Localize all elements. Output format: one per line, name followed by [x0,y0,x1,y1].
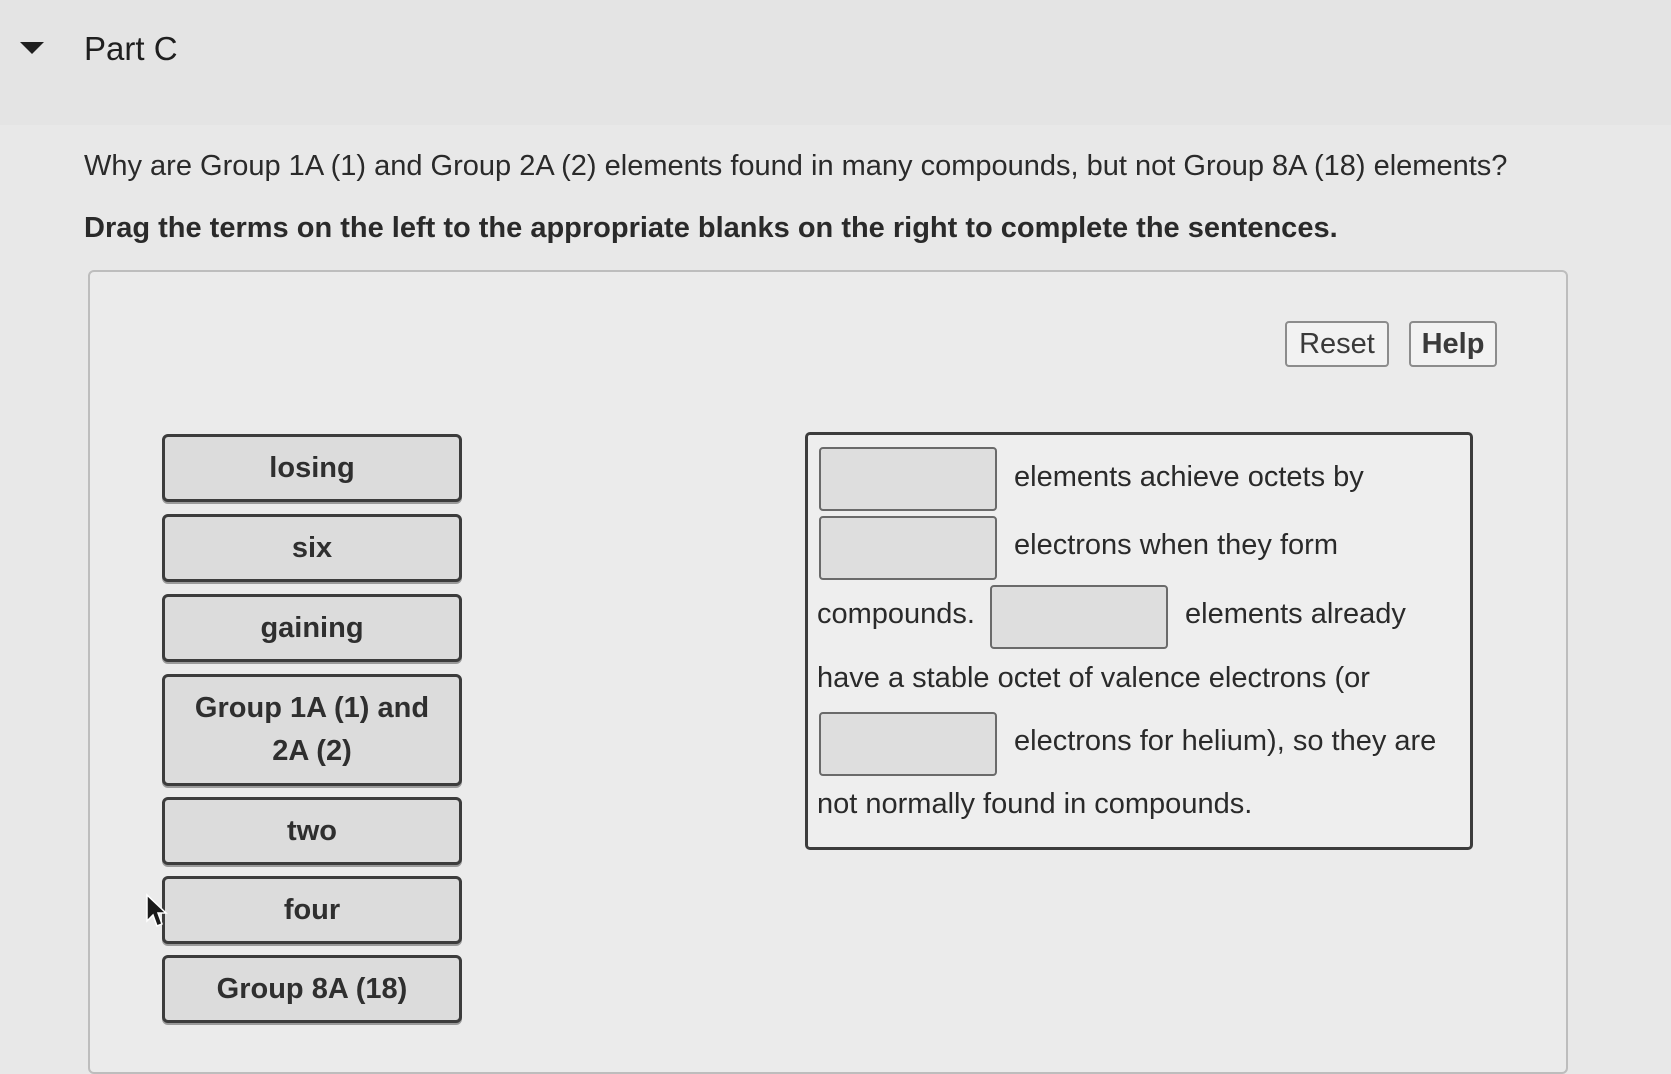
blank-1[interactable] [819,447,997,511]
term-two[interactable]: two [162,797,462,865]
term-group-8a[interactable]: Group 8A (18) [162,955,462,1023]
sentence-segment-4: elements already [1185,598,1406,630]
term-four[interactable]: four [162,876,462,944]
help-button[interactable]: Help [1409,321,1497,367]
term-gaining[interactable]: gaining [162,594,462,662]
mouse-pointer-icon [145,893,169,934]
sentence-segment-6: electrons for helium), so they are [1014,725,1437,757]
sentence-segment-2: electrons when they form [1014,529,1338,561]
part-header [0,0,1671,125]
blank-4[interactable] [819,712,997,776]
sentence-segment-1: elements achieve octets by [1014,461,1364,493]
question-text: Why are Group 1A (1) and Group 2A (2) elements found in many compounds, but not Group 8A (18) elements? [84,150,1508,182]
blank-3[interactable] [990,585,1168,649]
instruction-text: Drag the terms on the left to the appropriate blanks on the right to complete the sentences. [84,212,1338,244]
blank-2[interactable] [819,516,997,580]
sentence-segment-5: have a stable octet of valence electrons (or [817,662,1370,694]
part-title: Part C [84,30,178,67]
reset-button[interactable]: Reset [1285,321,1389,367]
term-losing[interactable]: losing [162,434,462,502]
term-group-1a-2a[interactable]: Group 1A (1) and 2A (2) [162,674,462,786]
collapse-caret-icon[interactable] [20,42,44,54]
sentence-segment-7: not normally found in compounds. [817,788,1253,820]
term-six[interactable]: six [162,514,462,582]
sentence-area [805,432,1473,850]
sentence-segment-3: compounds. [817,598,975,630]
